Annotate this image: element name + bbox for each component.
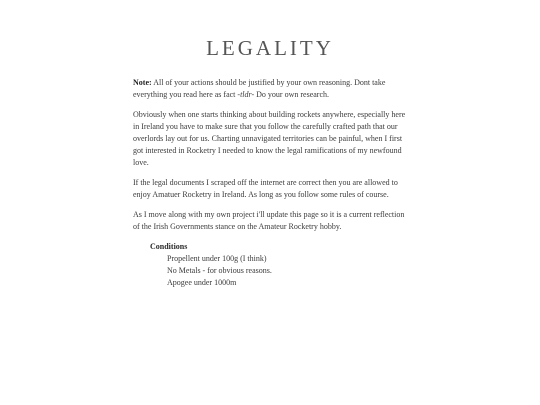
tldr-text: -tldr- [237, 90, 255, 99]
page-title: LEGALITY [206, 36, 334, 60]
condition-item-metals: No Metals - for obvious reasons. [167, 266, 272, 275]
conditions-list [150, 253, 413, 289]
condition-item-apogee: Apogee under 1000m [167, 278, 237, 287]
legal-paragraph: If the legal documents I scraped off the internet are correct then you are allowed to enjoy Amatuer Rocketry in Ireland. As long as you follow some rules of course. [133, 178, 398, 199]
intro-paragraph: Obviously when one starts thinking about building rockets anywhere, especially here in Ireland you have to make sure that you follow the carefully crafted path that our overlords lay out for us. Charting unnavigated territories can be painful, when I first got interested in Rocketry I needed to know the legal ramifications of my newfound love. [133, 110, 406, 167]
conditions-section [150, 241, 413, 289]
condition-item-propellent: Propellent under 100g (I think) [167, 254, 267, 263]
note-label: Note: [133, 78, 152, 87]
note-text-after: Do your own research. [254, 90, 330, 99]
note-text-before: All of your actions should be justified by your own reasoning. Dont take everything you read here as fact [133, 78, 386, 99]
note-paragraph [133, 77, 413, 101]
update-paragraph: As I move along with my own project i'll update this page so it is a current reflection of the Irish Governments stance on the Amateur Rocketry hobby. [133, 210, 405, 231]
article-body [133, 77, 413, 289]
conditions-heading: Conditions [150, 242, 188, 251]
